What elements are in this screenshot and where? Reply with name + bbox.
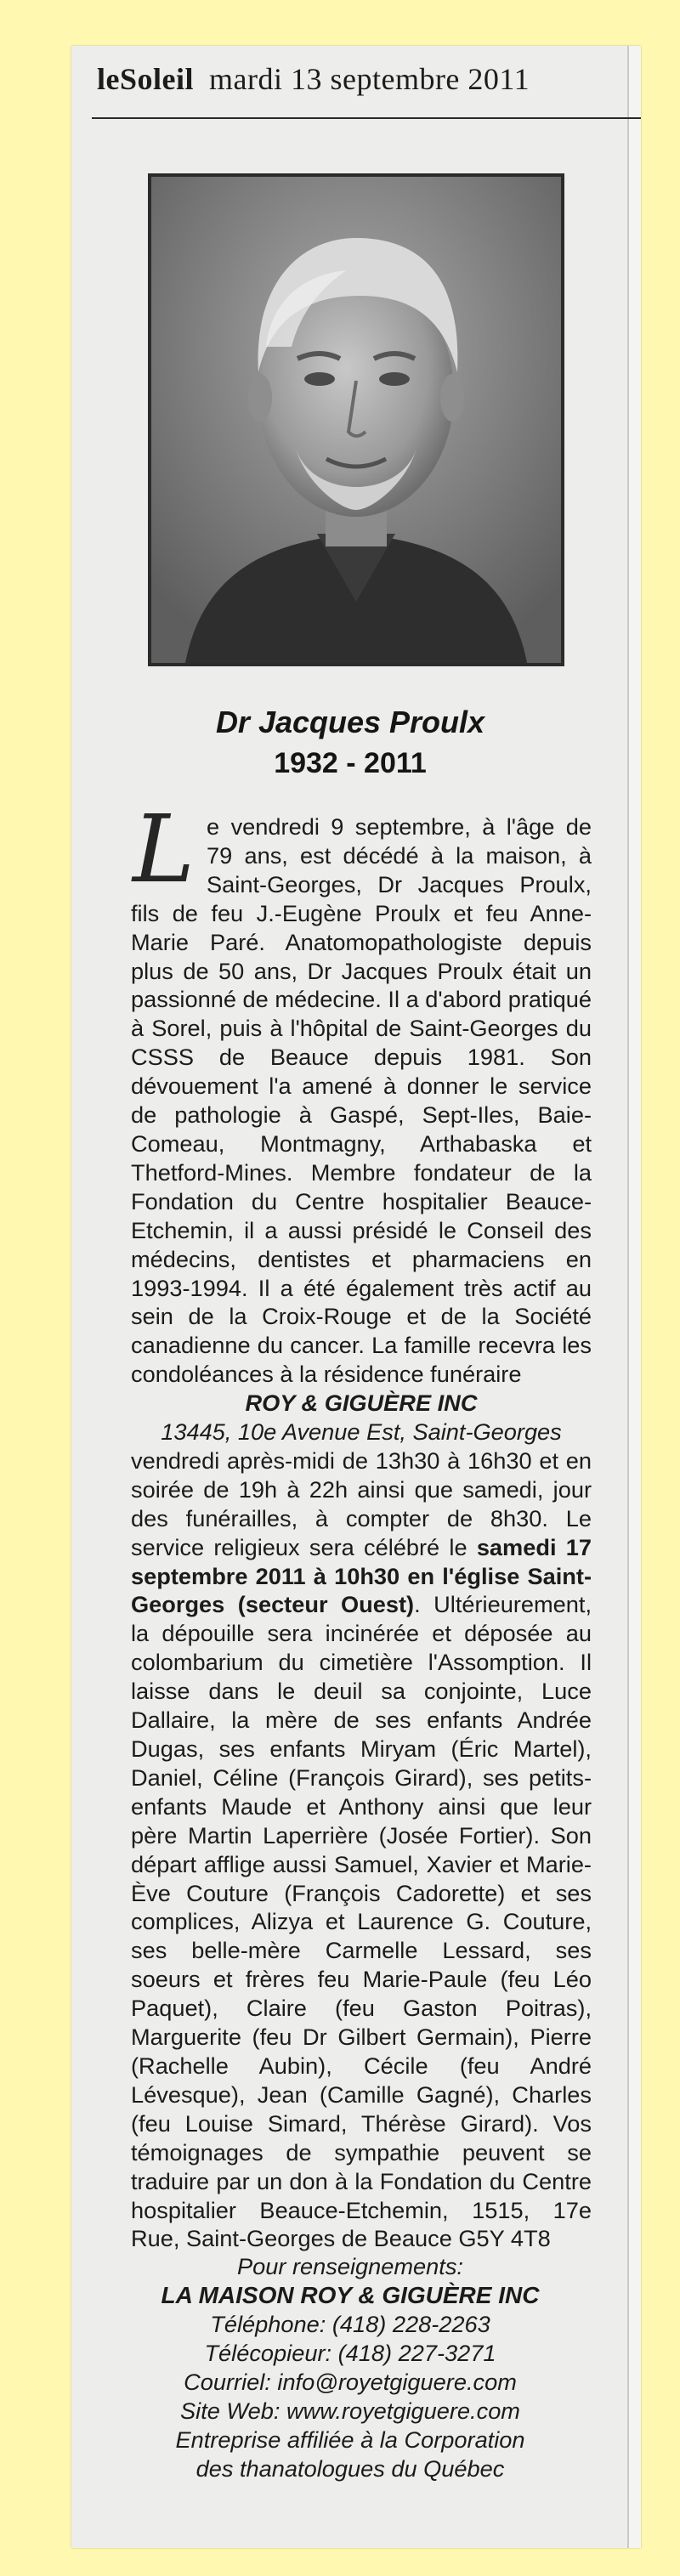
funeral-home-name: ROY & GIGUÈRE INC — [245, 1390, 478, 1417]
publication-date: mardi 13 septembre 2011 — [209, 62, 530, 96]
contact-fax: Télécopieur: (418) 227-3271 — [204, 2340, 496, 2366]
obituary-heading — [71, 705, 629, 780]
contact-house: LA MAISON ROY & GIGUÈRE INC — [161, 2282, 540, 2308]
newspaper-name: leSoleil — [97, 62, 194, 96]
contact-intro: Pour renseignements: — [237, 2253, 463, 2279]
affiliation-line-1: Entreprise affiliée à la Corporation — [175, 2426, 525, 2453]
drop-cap: L — [133, 795, 196, 903]
affiliation-line-2: des thanatologues du Québec — [196, 2455, 505, 2482]
service-details: samedi 17 septembre 2011 à 10h30 en l'église Saint-Georges (secteur Ouest) — [131, 1533, 592, 1618]
obituary-text — [131, 795, 592, 2253]
newspaper-clipping — [71, 46, 641, 2548]
masthead-rule — [92, 117, 641, 119]
portrait-illustration — [151, 177, 561, 663]
contact-phone: Téléphone: (418) 228-2263 — [210, 2311, 490, 2337]
contact-website: Site Web: www.royetgiguere.com — [180, 2398, 520, 2424]
obituary-paragraph-1: e vendredi 9 septembre, à l'âge de 79 ans, est décédé à la maison, à Saint-Georges, Dr Jacques Proulx, fils de feu J.-Eugène Proulx et feu Anne-Marie Paré. Anatomopathologiste depuis plus de 50 ans, Dr Jacques Proulx était un passionné de médecine. Il a d'abord pratiqué à Sorel, puis à l'hôpital de Saint-Georges du CSSS de Beauce depuis 1981. Son dévouement l'a amené à donner le service de pathologie à Gaspé, Sept-Iles, Baie-Comeau, Montmagny, Arthabaska et Thetford-Mines. Membre fondateur de la Fondation du Centre hospitalier Beauce-Etchemin, il a aussi présidé le Conseil des médecins, dentistes et pharmaciens en 1993-1994. Il a été également très actif au sein de la Croix-Rouge et de la Société canadienne du cancer. La famille recevra les condoléances à la résidence funéraire — [131, 813, 592, 1388]
clipping-torn-edge — [627, 46, 641, 2548]
contact-email: Courriel: info@royetgiguere.com — [184, 2369, 517, 2395]
obituary-paragraph-2: vendredi après-midi de 13h30 à 16h30 et en soirée de 19h à 22h ainsi que samedi, jour des funérailles, à compter de 8h30. Le service religieux sera célébré le — [131, 1447, 592, 1560]
contact-block — [71, 2252, 629, 2483]
masthead — [97, 61, 624, 97]
obituary-paragraph-2-rest: . Ultérieurement, la dépouille sera incinérée et déposée au colombarium du cimetière l'Assomption. Il laisse dans le deuil sa conjointe, Luce Dallaire, la mère de ses enfants Andrée Dugas, ses enfants Miryam (Éric Martel), Daniel, Céline (François Girard), ses petits-enfants Maude et Anthony ainsi que leur père Martin Laperrière (Josée Fortier). Son départ afflige aussi Samuel, Xavier et Marie-Ève Couture (François Cadorette) et ses complices, Alizya et Laurence G. Couture, ses belle-mère Carmelle Lessard, ses soeurs et frères feu Marie-Paule (feu Léo Paquet), Claire (feu Gaston Poitras), Marguerite (feu Dr Gilbert Germain), Pierre (Rachelle Aubin), Cécile (feu André Lévesque), Jean (Camille Gagné), Charles (feu Louise Simard, Thérèse Girard). Vos témoignages de sympathie peuvent se traduire par un don à la Fondation du Centre hospitalier Beauce-Etchemin, 1515, 17e Rue, Saint-Georges de Beauce G5Y 4T8 — [131, 1591, 592, 2252]
deceased-name: Dr Jacques Proulx — [215, 705, 485, 739]
funeral-home-address: 13445, 10e Avenue Est, Saint-Georges — [161, 1418, 562, 1446]
portrait-photo — [148, 173, 564, 666]
life-years: 1932 - 2011 — [274, 747, 427, 779]
